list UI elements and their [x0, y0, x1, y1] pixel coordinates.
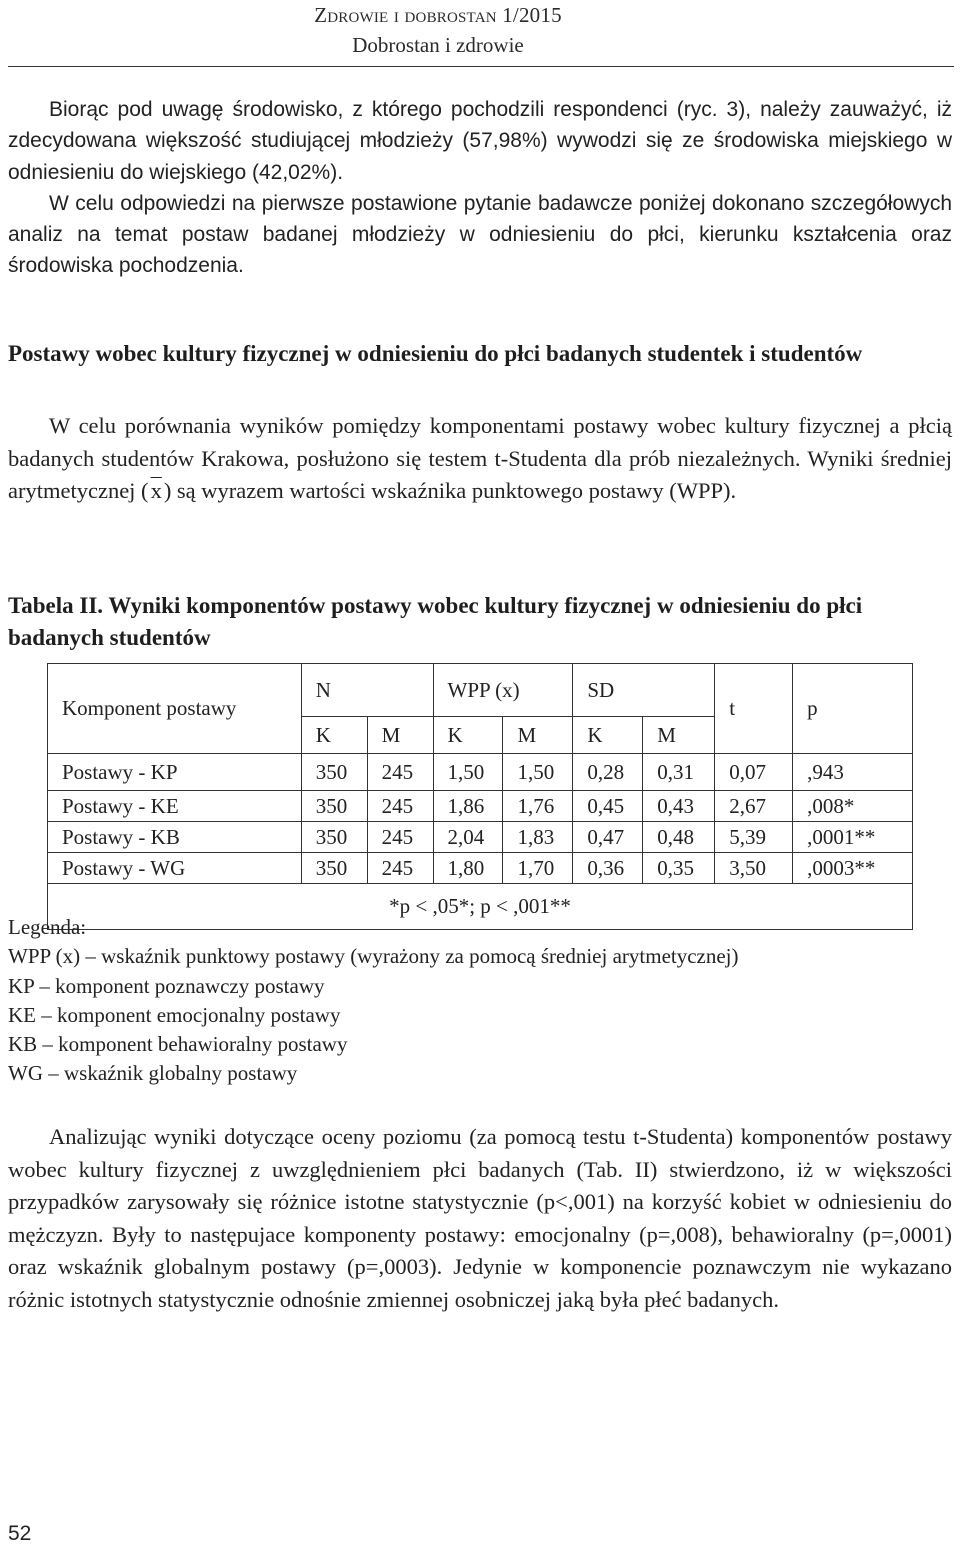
legend-item-kp: KP – komponent poznawczy postawy	[8, 973, 325, 998]
table-caption: Tabela II. Wyniki komponentów postawy wobec kultury fizycznej w odniesieniu do płci badanych studentów	[8, 593, 863, 650]
section-paragraph-part1: W celu porównania wyników pomiędzy komponentami postawy wobec kultury fizycznej a płcią badanych studentów Krakowa, posłużono się testem t-Studenta dla prób niezależnych. Wyniki średniej arytmetycznej (	[8, 413, 952, 503]
significance-note: *p < ,05*; p < ,001**	[48, 884, 913, 930]
section-title: Dobrostan i zdrowie	[352, 33, 524, 57]
legend-item-ke: KE – komponent emocjonalny postawy	[8, 1002, 341, 1027]
legend-item-wpp: WPP (x) – wskaźnik punktowy postawy (wyrażony za pomocą średniej arytmetycznej)	[8, 944, 739, 969]
cell-p: ,0003**	[793, 853, 913, 884]
subheader-wpp-m: M	[503, 717, 573, 754]
cell-p: ,0001**	[793, 822, 913, 853]
header-sd: SD	[573, 664, 715, 717]
row-label: Postawy - KP	[48, 754, 302, 791]
header-t: t	[715, 664, 793, 754]
row-label: Postawy - KB	[48, 822, 302, 853]
row-label: Postawy - KE	[48, 791, 302, 822]
subheader-sd-m: M	[643, 717, 715, 754]
cell-n-m: 245	[367, 754, 433, 791]
header-rule	[8, 66, 954, 67]
cell-n-k: 350	[301, 791, 367, 822]
cell-sd-k: 0,45	[573, 791, 643, 822]
cell-t: 5,39	[715, 822, 793, 853]
table-header-row	[48, 664, 913, 717]
cell-wpp-m: 1,83	[503, 822, 573, 853]
table-row	[48, 853, 913, 884]
table-row	[48, 791, 913, 822]
cell-sd-k: 0,28	[573, 754, 643, 791]
header-component: Komponent postawy	[48, 664, 302, 754]
cell-wpp-k: 1,50	[433, 754, 503, 791]
subheader-wpp-k: K	[433, 717, 503, 754]
section-heading: Postawy wobec kultury fizycznej w odniesieniu do płci badanych studentek i studentów	[8, 341, 863, 366]
subheader-sd-k: K	[573, 717, 643, 754]
running-header	[228, 0, 648, 60]
cell-wpp-m: 1,70	[503, 853, 573, 884]
row-label: Postawy - WG	[48, 853, 302, 884]
section-paragraph-part2: ) są wyrazem wartości wskaźnika punktowego postawy (WPP).	[163, 478, 737, 503]
cell-n-m: 245	[367, 853, 433, 884]
legend-title: Legenda:	[8, 915, 87, 939]
legend-item-kb: KB – komponent behawioralny postawy	[8, 1032, 348, 1057]
cell-sd-k: 0,47	[573, 822, 643, 853]
cell-t: 0,07	[715, 754, 793, 791]
cell-n-k: 350	[301, 853, 367, 884]
conclusion-paragraph: Analizując wyniki dotyczące oceny poziomu (za pomocą testu t-Studenta) komponentów postawy wobec kultury fizycznej z uwzględnieniem płci badanych (Tab. II) stwierdzono, iż w większości przypadków zarysowały się różnice istotne statystycznie (p<,001) na korzyść kobiet w odniesieniu do mężczyzn. Były to następujace komponenty postawy: emocjonalny (p=,008), behawioralny (p=,0001) oraz wskaźnik globalnym postawy (p=,0003). Jedynie w komponencie poznawczym nie wykazano różnic istotnych statystycznie odnośnie zmiennej osobniczej jaką była płeć badanych.	[8, 1124, 952, 1312]
header-n: N	[301, 664, 433, 717]
subheader-n-k: K	[301, 717, 367, 754]
intro-paragraph-1: Biorąc pod uwagę środowisko, z którego pochodzili respondenci (ryc. 3), należy zauważyć, iż zdecydowana większość studiującej młodzieży (57,98%) wywodzi się ze środowiska miejskiego w odniesieniu do wiejskiego (42,02%).	[8, 98, 952, 184]
intro-text	[8, 94, 952, 282]
cell-n-m: 245	[367, 791, 433, 822]
cell-wpp-k: 1,80	[433, 853, 503, 884]
cell-p: ,943	[793, 754, 913, 791]
table-row	[48, 822, 913, 853]
cell-sd-m: 0,48	[643, 822, 715, 853]
cell-t: 3,50	[715, 853, 793, 884]
cell-t: 2,67	[715, 791, 793, 822]
cell-n-k: 350	[301, 754, 367, 791]
cell-p: ,008*	[793, 791, 913, 822]
conclusion-text	[8, 1121, 952, 1316]
header-wpp: WPP (x)	[433, 664, 573, 717]
cell-sd-m: 0,43	[643, 791, 715, 822]
section-text	[8, 410, 952, 508]
header-p: p	[793, 664, 913, 754]
results-table	[47, 663, 913, 930]
cell-n-m: 245	[367, 822, 433, 853]
intro-paragraph-2: W celu odpowiedzi na pierwsze postawione pytanie badawcze poniżej dokonano szczegółowych analiz na temat postaw badanej młodzieży w odniesieniu do płci, kierunku kształcenia oraz środowiska pochodzenia.	[8, 191, 952, 278]
journal-title: Zdrowie i dobrostan 1/2015	[314, 3, 562, 27]
page-number: 52	[8, 1522, 32, 1545]
cell-n-k: 350	[301, 822, 367, 853]
cell-sd-m: 0,31	[643, 754, 715, 791]
mean-symbol: $\overline{x}$	[150, 478, 162, 503]
cell-sd-k: 0,36	[573, 853, 643, 884]
legend-item-wg: WG – wskaźnik globalny postawy	[8, 1061, 298, 1086]
cell-wpp-m: 1,50	[503, 754, 573, 791]
table-row	[48, 754, 913, 791]
table-legend	[8, 913, 952, 1089]
cell-sd-m: 0,35	[643, 853, 715, 884]
cell-wpp-k: 1,86	[433, 791, 503, 822]
cell-wpp-m: 1,76	[503, 791, 573, 822]
section-paragraph	[8, 410, 952, 508]
cell-wpp-k: 2,04	[433, 822, 503, 853]
subheader-n-m: M	[367, 717, 433, 754]
